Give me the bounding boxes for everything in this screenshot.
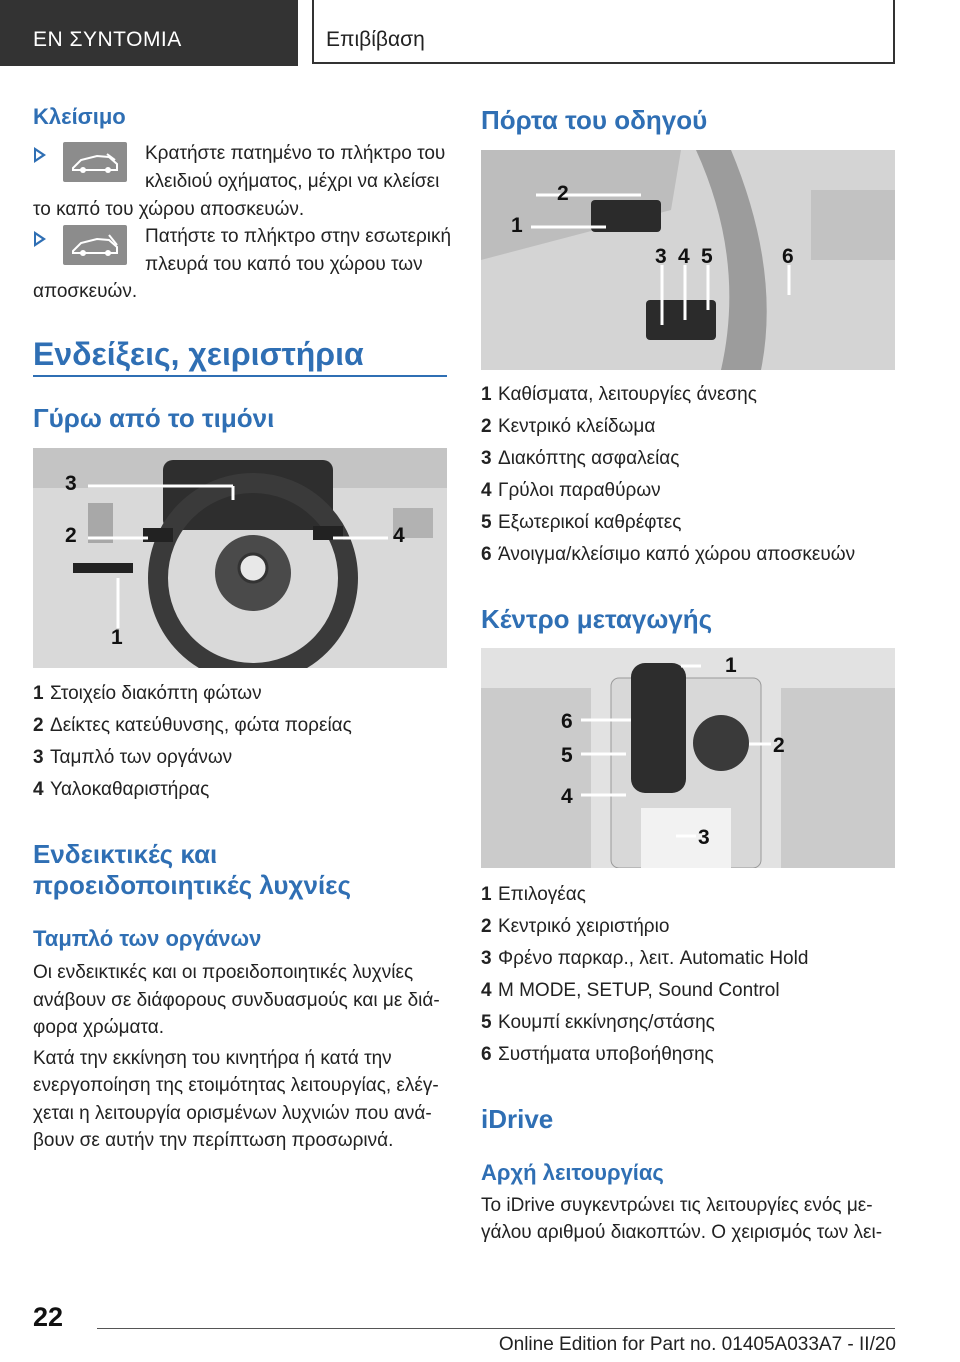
center-console-photo: [481, 648, 895, 868]
page-number: 22: [33, 1302, 64, 1332]
chapter-tab: [0, 0, 298, 66]
trunk-button-icon: [63, 225, 127, 265]
section-title: Ενδείξεις, χειριστήρια: [33, 336, 364, 372]
section-rule: [33, 375, 447, 377]
chapter-label: ΕΝ ΣΥΝΤΟΜΙΑ: [33, 28, 182, 51]
dash-title: Ταμπλό των οργάνων: [33, 926, 262, 951]
idrive-title: iDrive: [481, 1104, 554, 1134]
footer-rule: [97, 1328, 895, 1329]
p2-line3: χεται η λειτουργία ορισμένων λυχνιών που ανά-: [33, 1103, 432, 1124]
closing-title: Κλείσιμο: [33, 104, 126, 129]
console-title: Κέντρο μεταγωγής: [481, 604, 713, 634]
bullet1-line3: το καπό του χώρου αποσκευών.: [33, 199, 305, 220]
console-callout-6: 6: [561, 710, 573, 733]
footer-text: Online Edition for Part no. 01405A033A7 - II/20: [498, 1334, 896, 1355]
wheel-callout-1: 1: [111, 626, 123, 649]
door-callout-3: 3: [655, 245, 667, 268]
door-callout-4: 4: [678, 245, 690, 268]
console-callout-5: 5: [561, 744, 573, 767]
wheel-callout-2: 2: [65, 524, 77, 547]
p2-line1: Κατά την εκκίνηση του κινητήρα ή κατά την: [33, 1048, 392, 1069]
console-callout-4: 4: [561, 785, 573, 808]
bullet2-line3: αποσκευών.: [33, 281, 138, 302]
bullet2-line1: Πατήστε το πλήκτρο στην εσωτερική: [145, 226, 452, 247]
principle-line2: γάλου αριθμού διακοπτών. Ο χειρισμός των λει-: [481, 1222, 883, 1243]
steering-wheel-photo: [33, 448, 447, 668]
lamps-title-line2: προειδοποιητικές λυχνίες: [33, 870, 352, 900]
door-callout-5: 5: [701, 245, 713, 268]
p1-line1: Οι ενδεικτικές και οι προειδοποιητικές λυχνίες: [33, 962, 414, 983]
p2-line2: ενεργοποίηση της ετοιμότητας λειτουργίας, ελέγ-: [33, 1075, 439, 1096]
door-callout-2: 2: [557, 182, 569, 205]
console-callout-3: 3: [698, 826, 710, 849]
console-callout-1: 1: [725, 654, 737, 677]
door-title: Πόρτα του οδηγού: [481, 105, 708, 135]
p1-line3: φορα χρώματα.: [33, 1017, 165, 1038]
lamps-title-line1: Ενδεικτικές και: [33, 839, 218, 869]
p2-line4: βουν σε αυτήν την περίπτωση προσωρινά.: [33, 1130, 394, 1151]
principle-line1: Το iDrive συγκεντρώνει τις λειτουργίες ενός με-: [481, 1195, 873, 1216]
driver-door-photo: [481, 150, 895, 370]
bullet1-line1: Κρατήστε πατημένο το πλήκτρο του: [145, 143, 446, 164]
section-tab: [312, 0, 895, 64]
p1-line2: ανάβουν σε διάφορους συνδυασμούς και με διά-: [33, 990, 440, 1011]
wheel-title: Γύρω από το τιμόνι: [33, 403, 275, 433]
bullet1-line2: κλειδιού οχήματος, μέχρι να κλείσει: [145, 171, 440, 192]
wheel-callout-3: 3: [65, 472, 77, 495]
bullet-arrow-icon: [34, 231, 48, 247]
door-callout-1: 1: [511, 214, 523, 237]
console-callout-2: 2: [773, 734, 785, 757]
section-label: Επιβίβαση: [326, 28, 425, 51]
bullet-arrow-icon: [34, 147, 48, 163]
principle-title: Αρχή λειτουργίας: [481, 1160, 664, 1185]
door-callout-6: 6: [782, 245, 794, 268]
trunk-button-icon: [63, 142, 127, 182]
wheel-callout-4: 4: [393, 524, 405, 547]
bullet2-line2: πλευρά του καπό του χώρου των: [145, 254, 423, 275]
